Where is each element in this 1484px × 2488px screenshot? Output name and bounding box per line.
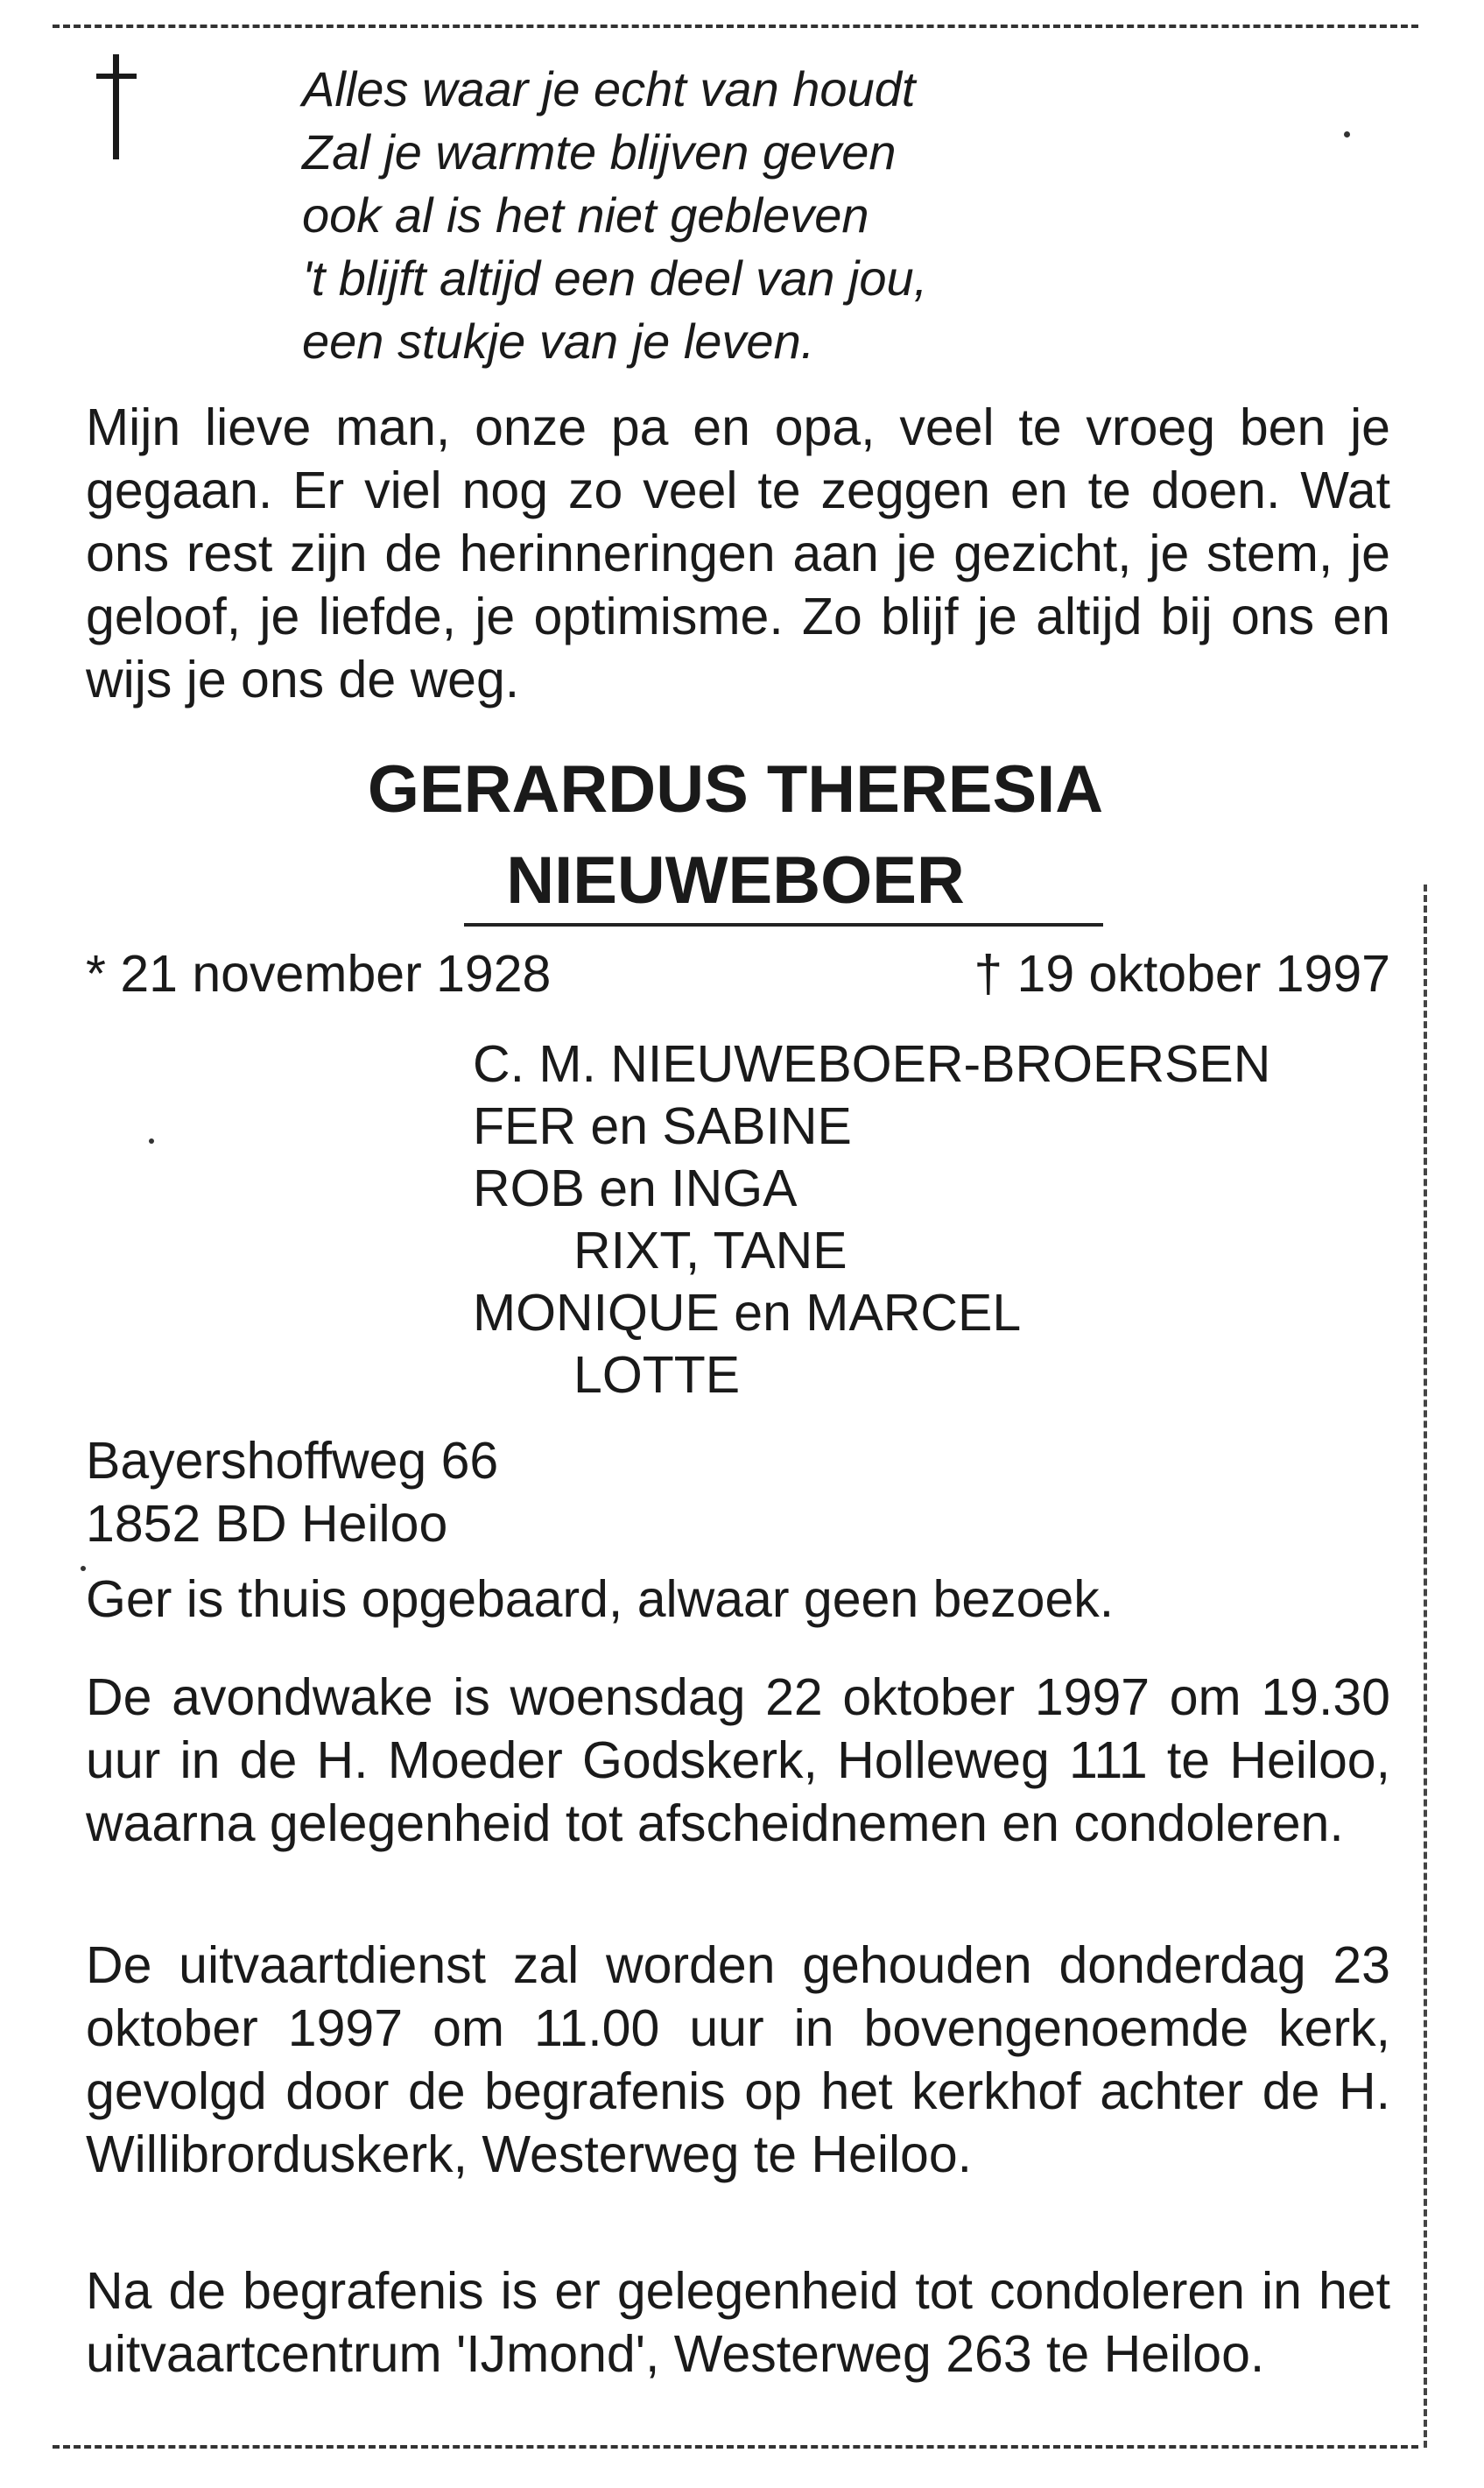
cross-icon [95,54,138,159]
scan-speck [81,1566,86,1571]
right-border [1424,885,1427,2448]
name-line-2: NIEUWEBOER [506,843,965,918]
poem [302,58,1318,373]
deceased-name [210,744,1261,927]
poem-line: Zal je warmte blijven geven [302,124,897,180]
poem-line: 't blijft altijd een deel van jou, [302,250,928,306]
name-line-1: GERARDUS THERESIA [367,752,1104,827]
paragraph-na: Na de begrafenis is er gelegenheid tot condoleren in het uitvaartcentrum 'IJmond', Westerweg 263 te Heiloo. [86,2262,1390,2383]
address [86,1429,1136,1555]
poem-line: een stukje van je leven. [302,314,815,369]
poem-line: Alles waar je echt van houdt [302,61,916,116]
name-underline [464,923,1103,927]
scan-speck [1344,131,1350,137]
scan-speck [149,1138,154,1144]
family-member: ROB en INGA [473,1159,798,1217]
family-member: RIXT, TANE [573,1222,847,1279]
family-member: C. M. NIEUWEBOER-BROERSEN [473,1035,1271,1093]
address-street: Bayershoffweg 66 [86,1432,499,1490]
family-member: FER en SABINE [473,1097,852,1155]
death-date: † 19 oktober 1997 [974,945,1390,1003]
paragraph-avondwake: De avondwake is woensdag 22 oktober 1997 om 19.30 uur in de H. Moeder Godskerk, Holleweg 111 te Heiloo, waarna gelegenheid tot afscheidnemen en condoleren. [86,1668,1390,1852]
poem-line: ook al is het niet gebleven [302,187,869,243]
family-member: MONIQUE en MARCEL [473,1284,1022,1342]
family-member: LOTTE [573,1346,741,1404]
intro-paragraph: Mijn lieve man, onze pa en opa, veel te vroeg ben je gegaan. Er viel nog zo veel te zeggen en te doen. Wat ons rest zijn de herinneringen aan je gezicht, je stem, je geloof, je liefde, je optimisme. Zo blijf je altijd bij ons en wijs je ons de weg. [86,398,1390,708]
paragraph-uitvaart: De uitvaartdienst zal worden gehouden donderdag 23 oktober 1997 om 11.00 uur in bovengenoemde kerk, gevolgd door de begrafenis op het kerkhof achter de H. Willibrorduskerk, Westerweg te Heiloo. [86,1936,1390,2183]
top-border [53,25,1418,28]
family-list [473,1033,1401,1406]
birth-date: * 21 november 1928 [86,945,552,1003]
paragraph-thuis: Ger is thuis opgebaard, alwaar geen bezoek. [86,1570,1115,1628]
address-city: 1852 BD Heiloo [86,1495,448,1553]
bottom-border [53,2445,1418,2449]
